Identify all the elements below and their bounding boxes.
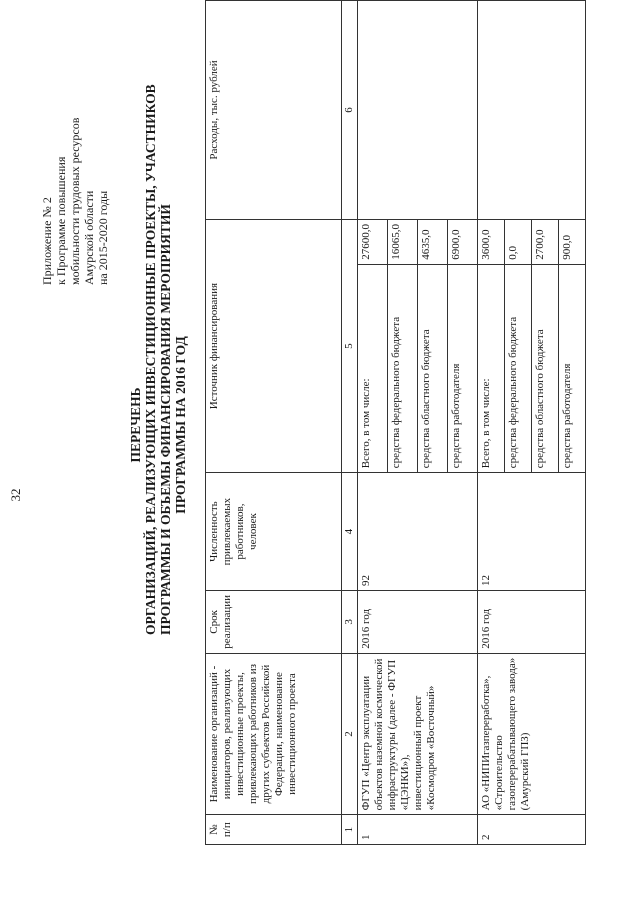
expense-amount: 0,0 [505, 219, 532, 264]
header-workers: Численность привлекаемых работников, человек [206, 473, 342, 591]
financing-source: средства работодателя [448, 264, 478, 473]
financing-source: средства федерального бюджета [505, 264, 532, 473]
row-number: 2 [478, 815, 586, 845]
organization-name: ФГУП «Центр эксплуатации объектов наземной космической инфраструктуры (далее - ФГУП «ЦЭНКИ»), инвестиционный проект «Космодром «Восточный» [358, 653, 478, 815]
appendix-line: Приложение № 2 [40, 197, 54, 285]
header-organization: Наименование организаций - инициаторов, реализующих инвестиционные проекты, привлекающих работников из других субъектов Российской Федерации, наименование инвестиционного проекта [206, 653, 342, 815]
header-number: № п/п [206, 815, 342, 845]
page-number: 32 [8, 488, 23, 502]
column-number: 2 [342, 653, 358, 815]
table-row [478, 1, 505, 845]
worker-count: 12 [478, 473, 586, 591]
appendix-line: мобильности трудовых ресурсов [68, 117, 82, 285]
appendix-line: на 2015-2020 годы [96, 190, 110, 285]
header-term: Срок реализации [206, 590, 342, 653]
title-line: ПРОГРАММЫ НА 2016 ГОД [173, 336, 188, 514]
table-row [358, 1, 388, 845]
title-line: ОРГАНИЗАЦИЙ, РЕАЛИЗУЮЩИХ ИНВЕСТИЦИОННЫЕ ПРОЕКТЫ, УЧАСТНИКОВ [143, 84, 158, 635]
expense-amount: 16065,0 [388, 219, 418, 264]
expense-amount: 6900,0 [448, 219, 478, 264]
expense-amount: 27600,0 [358, 219, 388, 264]
financing-source: средства областного бюджета [532, 264, 559, 473]
document-title [128, 84, 188, 635]
appendix-line: Амурской области [82, 190, 96, 285]
expense-amount: 2700,0 [532, 219, 559, 264]
row-number: 1 [358, 815, 478, 845]
expense-amount: 900,0 [559, 219, 586, 264]
column-number: 4 [342, 473, 358, 591]
appendix-line: к Программе повышения [54, 156, 68, 285]
header-source: Источник финансирования [206, 219, 342, 472]
column-number: 6 [342, 1, 358, 220]
column-number: 3 [342, 590, 358, 653]
column-numbering-row [342, 1, 358, 845]
organization-name: АО «НИПИгазпереработка», «Строительство газоперерабатывающего завода» (Амурский ГПЗ) [478, 653, 586, 815]
appendix-note [40, 85, 110, 285]
implementation-term: 2016 год [358, 590, 478, 653]
table-header-row [206, 1, 342, 845]
column-number: 1 [342, 815, 358, 845]
column-number: 5 [342, 219, 358, 472]
empty-cell [358, 1, 478, 220]
financing-source: средства федерального бюджета [388, 264, 418, 473]
financing-source: средства областного бюджета [418, 264, 448, 473]
title-line: ПРОГРАММЫ И ОБЪЕМЫ ФИНАНСИРОВАНИЯ МЕРОПРИЯТИЙ [158, 204, 173, 635]
expense-amount: 4635,0 [418, 219, 448, 264]
financing-source: Всего, в том числе: [478, 264, 505, 473]
header-expenses: Расходы, тыс. рублей [206, 1, 342, 220]
financing-source: Всего, в том числе: [358, 264, 388, 473]
financing-table [205, 0, 586, 845]
worker-count: 92 [358, 473, 478, 591]
implementation-term: 2016 год [478, 590, 586, 653]
title-line: ПЕРЕЧЕНЬ [128, 387, 143, 463]
expense-amount: 3600,0 [478, 219, 505, 264]
financing-source: средства работодателя [559, 264, 586, 473]
empty-cell [478, 1, 586, 220]
